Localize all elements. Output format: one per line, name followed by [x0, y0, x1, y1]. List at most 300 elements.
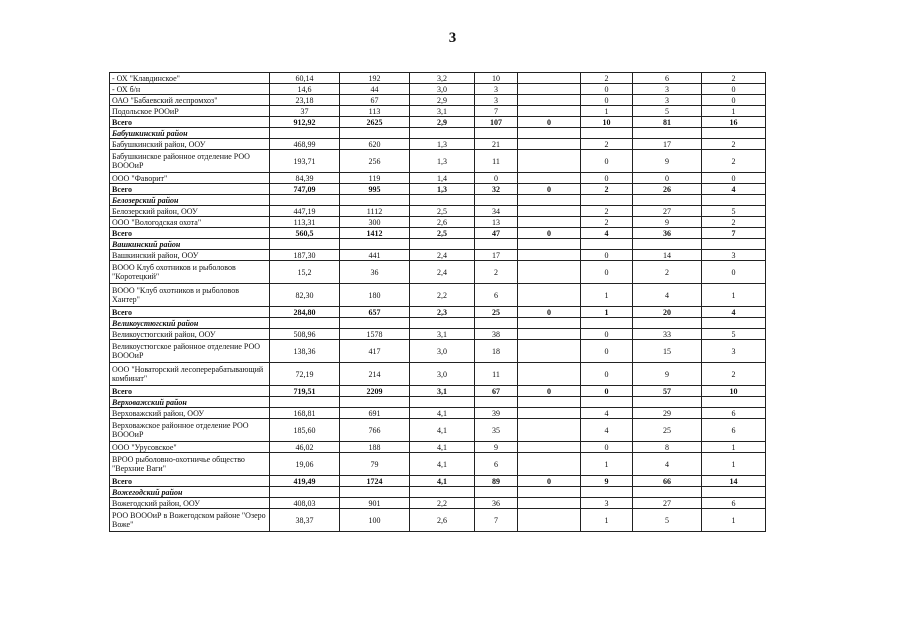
area-name-cell: Бабушкинское районное отделение РОО ВОООиР: [110, 150, 270, 173]
area-name-cell: Бабушкинский район: [110, 128, 270, 139]
col9-value-cell: 0: [702, 84, 766, 95]
col8-value-cell: 81: [633, 117, 702, 128]
quota-value-cell: 67: [475, 386, 518, 397]
col9-value-cell: 6: [702, 419, 766, 442]
quota-value-cell: 7: [475, 509, 518, 532]
total-row: [110, 228, 766, 239]
ratio-value-cell: 2,2: [410, 498, 475, 509]
area-name-cell: Верховажский район, ООУ: [110, 408, 270, 419]
district-header-row: [110, 128, 766, 139]
quota-value-cell: 89: [475, 476, 518, 487]
area-name-cell: - ОХ б/н: [110, 84, 270, 95]
table-row: [110, 442, 766, 453]
area-name-cell: Всего: [110, 117, 270, 128]
ratio-value-cell: 1,3: [410, 139, 475, 150]
extra-value-cell: [518, 509, 581, 532]
extra-value-cell: 0: [518, 386, 581, 397]
col7-value-cell: 2: [581, 73, 633, 84]
col9-value-cell: 2: [702, 73, 766, 84]
col8-value-cell: 9: [633, 363, 702, 386]
col9-value-cell: 14: [702, 476, 766, 487]
col8-value-cell: [633, 397, 702, 408]
count-value-cell: 44: [340, 84, 410, 95]
count-value-cell: 192: [340, 73, 410, 84]
area-name-cell: Вашкинский район, ООУ: [110, 250, 270, 261]
col9-value-cell: 10: [702, 386, 766, 397]
extra-value-cell: [518, 150, 581, 173]
col8-value-cell: 33: [633, 329, 702, 340]
area-name-cell: Всего: [110, 184, 270, 195]
col7-value-cell: 0: [581, 340, 633, 363]
count-value-cell: 188: [340, 442, 410, 453]
col8-value-cell: 27: [633, 206, 702, 217]
area-value-cell: 193,71: [270, 150, 340, 173]
col7-value-cell: [581, 128, 633, 139]
count-value-cell: 1112: [340, 206, 410, 217]
table-row: [110, 498, 766, 509]
area-name-cell: Вожегодский район, ООУ: [110, 498, 270, 509]
table-row: [110, 84, 766, 95]
hunting-statistics-table: [109, 72, 766, 532]
table-row: [110, 139, 766, 150]
ratio-value-cell: 4,1: [410, 476, 475, 487]
col9-value-cell: 2: [702, 150, 766, 173]
area-value-cell: [270, 195, 340, 206]
area-name-cell: ОАО "Бабаевский леспромхоз": [110, 95, 270, 106]
area-value-cell: 447,19: [270, 206, 340, 217]
count-value-cell: [340, 195, 410, 206]
quota-value-cell: 3: [475, 95, 518, 106]
table-row: [110, 453, 766, 476]
quota-value-cell: [475, 318, 518, 329]
col7-value-cell: [581, 397, 633, 408]
col8-value-cell: 3: [633, 95, 702, 106]
area-name-cell: Всего: [110, 228, 270, 239]
area-value-cell: 46,02: [270, 442, 340, 453]
table-row: [110, 206, 766, 217]
area-value-cell: 23,18: [270, 95, 340, 106]
col7-value-cell: [581, 239, 633, 250]
col8-value-cell: [633, 239, 702, 250]
table-row: [110, 509, 766, 532]
extra-value-cell: 0: [518, 228, 581, 239]
col8-value-cell: [633, 128, 702, 139]
extra-value-cell: [518, 217, 581, 228]
ratio-value-cell: 2,6: [410, 217, 475, 228]
quota-value-cell: 21: [475, 139, 518, 150]
col7-value-cell: [581, 318, 633, 329]
count-value-cell: 256: [340, 150, 410, 173]
ratio-value-cell: 4,1: [410, 408, 475, 419]
area-name-cell: Верховажский район: [110, 397, 270, 408]
col9-value-cell: [702, 239, 766, 250]
table-row: [110, 73, 766, 84]
ratio-value-cell: 2,4: [410, 261, 475, 284]
col7-value-cell: 0: [581, 84, 633, 95]
total-row: [110, 117, 766, 128]
ratio-value-cell: 3,1: [410, 106, 475, 117]
quota-value-cell: 11: [475, 150, 518, 173]
col8-value-cell: 4: [633, 453, 702, 476]
quota-value-cell: [475, 239, 518, 250]
count-value-cell: 901: [340, 498, 410, 509]
col7-value-cell: 2: [581, 206, 633, 217]
extra-value-cell: [518, 408, 581, 419]
area-value-cell: 113,31: [270, 217, 340, 228]
area-name-cell: ООО "Вологодская охота": [110, 217, 270, 228]
col9-value-cell: [702, 318, 766, 329]
col7-value-cell: [581, 195, 633, 206]
area-name-cell: Вожегодский район: [110, 487, 270, 498]
area-value-cell: 185,60: [270, 419, 340, 442]
col9-value-cell: 2: [702, 217, 766, 228]
quota-value-cell: [475, 128, 518, 139]
col7-value-cell: 2: [581, 184, 633, 195]
col9-value-cell: 7: [702, 228, 766, 239]
quota-value-cell: [475, 195, 518, 206]
ratio-value-cell: [410, 195, 475, 206]
col7-value-cell: 10: [581, 117, 633, 128]
area-value-cell: 508,96: [270, 329, 340, 340]
extra-value-cell: [518, 250, 581, 261]
extra-value-cell: [518, 442, 581, 453]
col7-value-cell: 0: [581, 95, 633, 106]
area-value-cell: 187,30: [270, 250, 340, 261]
quota-value-cell: 38: [475, 329, 518, 340]
col7-value-cell: 1: [581, 509, 633, 532]
extra-value-cell: [518, 128, 581, 139]
area-name-cell: Всего: [110, 307, 270, 318]
district-header-row: [110, 318, 766, 329]
col9-value-cell: 3: [702, 250, 766, 261]
extra-value-cell: [518, 239, 581, 250]
col8-value-cell: 6: [633, 73, 702, 84]
col8-value-cell: 17: [633, 139, 702, 150]
ratio-value-cell: 4,1: [410, 442, 475, 453]
col8-value-cell: 15: [633, 340, 702, 363]
quota-value-cell: 25: [475, 307, 518, 318]
col8-value-cell: 57: [633, 386, 702, 397]
extra-value-cell: [518, 318, 581, 329]
area-name-cell: ВООО "Клуб охотников и рыболовов Хантер": [110, 284, 270, 307]
extra-value-cell: [518, 95, 581, 106]
ratio-value-cell: 3,0: [410, 340, 475, 363]
extra-value-cell: 0: [518, 184, 581, 195]
quota-value-cell: 17: [475, 250, 518, 261]
count-value-cell: 214: [340, 363, 410, 386]
col7-value-cell: 0: [581, 363, 633, 386]
extra-value-cell: [518, 195, 581, 206]
table-row: [110, 106, 766, 117]
col9-value-cell: 1: [702, 106, 766, 117]
col8-value-cell: [633, 318, 702, 329]
col8-value-cell: 9: [633, 217, 702, 228]
extra-value-cell: [518, 73, 581, 84]
quota-value-cell: 18: [475, 340, 518, 363]
area-name-cell: Белозерский район: [110, 195, 270, 206]
ratio-value-cell: 4,1: [410, 453, 475, 476]
quota-value-cell: 107: [475, 117, 518, 128]
col7-value-cell: 9: [581, 476, 633, 487]
col7-value-cell: 0: [581, 386, 633, 397]
area-value-cell: 14,6: [270, 84, 340, 95]
extra-value-cell: [518, 363, 581, 386]
extra-value-cell: [518, 139, 581, 150]
table-body: [110, 73, 766, 532]
col7-value-cell: 2: [581, 217, 633, 228]
extra-value-cell: [518, 84, 581, 95]
extra-value-cell: [518, 419, 581, 442]
count-value-cell: 441: [340, 250, 410, 261]
ratio-value-cell: 2,3: [410, 307, 475, 318]
col9-value-cell: 1: [702, 453, 766, 476]
area-value-cell: [270, 128, 340, 139]
quota-value-cell: 47: [475, 228, 518, 239]
col9-value-cell: 0: [702, 173, 766, 184]
count-value-cell: [340, 318, 410, 329]
area-name-cell: Великоустюгское районное отделение РОО ВОООиР: [110, 340, 270, 363]
col9-value-cell: [702, 487, 766, 498]
ratio-value-cell: 3,0: [410, 84, 475, 95]
district-header-row: [110, 487, 766, 498]
col8-value-cell: 25: [633, 419, 702, 442]
extra-value-cell: [518, 261, 581, 284]
quota-value-cell: 7: [475, 106, 518, 117]
extra-value-cell: [518, 206, 581, 217]
col7-value-cell: 0: [581, 150, 633, 173]
table-row: [110, 173, 766, 184]
area-value-cell: 912,92: [270, 117, 340, 128]
total-row: [110, 307, 766, 318]
area-name-cell: Великоустюгский район, ООУ: [110, 329, 270, 340]
col9-value-cell: 1: [702, 509, 766, 532]
count-value-cell: 995: [340, 184, 410, 195]
ratio-value-cell: 3,2: [410, 73, 475, 84]
area-value-cell: 72,19: [270, 363, 340, 386]
col8-value-cell: 27: [633, 498, 702, 509]
area-value-cell: [270, 397, 340, 408]
quota-value-cell: 35: [475, 419, 518, 442]
quota-value-cell: 11: [475, 363, 518, 386]
total-row: [110, 184, 766, 195]
count-value-cell: 79: [340, 453, 410, 476]
area-name-cell: РОО ВОООиР в Вожегодском районе "Озеро Воже": [110, 509, 270, 532]
area-value-cell: [270, 487, 340, 498]
ratio-value-cell: 2,2: [410, 284, 475, 307]
area-name-cell: ООО "Фаворит": [110, 173, 270, 184]
area-name-cell: Всего: [110, 386, 270, 397]
col9-value-cell: [702, 128, 766, 139]
count-value-cell: 100: [340, 509, 410, 532]
table-row: [110, 261, 766, 284]
table-row: [110, 95, 766, 106]
area-value-cell: 560,5: [270, 228, 340, 239]
area-name-cell: Белозерский район, ООУ: [110, 206, 270, 217]
count-value-cell: 113: [340, 106, 410, 117]
count-value-cell: 1412: [340, 228, 410, 239]
area-value-cell: 468,99: [270, 139, 340, 150]
quota-value-cell: 36: [475, 498, 518, 509]
area-value-cell: 138,36: [270, 340, 340, 363]
col8-value-cell: 5: [633, 509, 702, 532]
col9-value-cell: 0: [702, 261, 766, 284]
col8-value-cell: [633, 487, 702, 498]
ratio-value-cell: 2,6: [410, 509, 475, 532]
col8-value-cell: 26: [633, 184, 702, 195]
area-name-cell: Вашкинский район: [110, 239, 270, 250]
col8-value-cell: 5: [633, 106, 702, 117]
col7-value-cell: 0: [581, 442, 633, 453]
ratio-value-cell: 1,4: [410, 173, 475, 184]
quota-value-cell: 9: [475, 442, 518, 453]
extra-value-cell: [518, 329, 581, 340]
quota-value-cell: 0: [475, 173, 518, 184]
col7-value-cell: 4: [581, 408, 633, 419]
quota-value-cell: [475, 397, 518, 408]
col9-value-cell: 5: [702, 206, 766, 217]
extra-value-cell: [518, 173, 581, 184]
quota-value-cell: 13: [475, 217, 518, 228]
col8-value-cell: 29: [633, 408, 702, 419]
col8-value-cell: 0: [633, 173, 702, 184]
area-name-cell: - ОХ "Клавдинское": [110, 73, 270, 84]
count-value-cell: 2625: [340, 117, 410, 128]
area-name-cell: ООО "Урусовское": [110, 442, 270, 453]
area-name-cell: ООО "Новаторский лесоперерабатывающий комбинат": [110, 363, 270, 386]
count-value-cell: 2209: [340, 386, 410, 397]
area-name-cell: Всего: [110, 476, 270, 487]
col8-value-cell: [633, 195, 702, 206]
ratio-value-cell: 2,9: [410, 95, 475, 106]
extra-value-cell: 0: [518, 117, 581, 128]
col7-value-cell: 2: [581, 139, 633, 150]
area-name-cell: Великоустюгский район: [110, 318, 270, 329]
table-row: [110, 250, 766, 261]
col8-value-cell: 14: [633, 250, 702, 261]
col7-value-cell: 3: [581, 498, 633, 509]
area-value-cell: 747,09: [270, 184, 340, 195]
col9-value-cell: 16: [702, 117, 766, 128]
page-number: 3: [448, 30, 457, 46]
area-name-cell: ВООО Клуб охотников и рыболовов "Коротецкий": [110, 261, 270, 284]
col7-value-cell: 1: [581, 106, 633, 117]
ratio-value-cell: 1,3: [410, 150, 475, 173]
area-value-cell: [270, 239, 340, 250]
count-value-cell: 766: [340, 419, 410, 442]
col9-value-cell: 3: [702, 340, 766, 363]
quota-value-cell: 32: [475, 184, 518, 195]
table-row: [110, 217, 766, 228]
table-row: [110, 340, 766, 363]
col7-value-cell: 1: [581, 453, 633, 476]
ratio-value-cell: 3,0: [410, 363, 475, 386]
area-name-cell: Подольское РООиР: [110, 106, 270, 117]
area-value-cell: 719,51: [270, 386, 340, 397]
area-value-cell: [270, 318, 340, 329]
area-value-cell: 84,39: [270, 173, 340, 184]
district-header-row: [110, 397, 766, 408]
count-value-cell: [340, 239, 410, 250]
area-value-cell: 168,81: [270, 408, 340, 419]
ratio-value-cell: 2,5: [410, 228, 475, 239]
col7-value-cell: 1: [581, 307, 633, 318]
ratio-value-cell: 4,1: [410, 419, 475, 442]
count-value-cell: 300: [340, 217, 410, 228]
count-value-cell: 1578: [340, 329, 410, 340]
total-row: [110, 386, 766, 397]
col8-value-cell: 9: [633, 150, 702, 173]
col9-value-cell: 1: [702, 284, 766, 307]
quota-value-cell: 34: [475, 206, 518, 217]
district-header-row: [110, 239, 766, 250]
col8-value-cell: 66: [633, 476, 702, 487]
col9-value-cell: 1: [702, 442, 766, 453]
col7-value-cell: [581, 487, 633, 498]
col7-value-cell: 0: [581, 329, 633, 340]
ratio-value-cell: [410, 397, 475, 408]
quota-value-cell: 10: [475, 73, 518, 84]
total-row: [110, 476, 766, 487]
table-row: [110, 419, 766, 442]
count-value-cell: [340, 487, 410, 498]
area-value-cell: 284,80: [270, 307, 340, 318]
col7-value-cell: 1: [581, 284, 633, 307]
extra-value-cell: [518, 487, 581, 498]
count-value-cell: 620: [340, 139, 410, 150]
extra-value-cell: [518, 340, 581, 363]
extra-value-cell: [518, 106, 581, 117]
table-row: [110, 284, 766, 307]
area-value-cell: 60,14: [270, 73, 340, 84]
ratio-value-cell: 3,1: [410, 386, 475, 397]
ratio-value-cell: 1,3: [410, 184, 475, 195]
col7-value-cell: 4: [581, 228, 633, 239]
col8-value-cell: 8: [633, 442, 702, 453]
table-row: [110, 329, 766, 340]
col8-value-cell: 36: [633, 228, 702, 239]
col7-value-cell: 0: [581, 250, 633, 261]
ratio-value-cell: 2,4: [410, 250, 475, 261]
col8-value-cell: 3: [633, 84, 702, 95]
area-value-cell: 82,30: [270, 284, 340, 307]
area-name-cell: Бабушкинский район, ООУ: [110, 139, 270, 150]
count-value-cell: [340, 397, 410, 408]
count-value-cell: 417: [340, 340, 410, 363]
area-value-cell: 38,37: [270, 509, 340, 532]
col9-value-cell: 2: [702, 139, 766, 150]
count-value-cell: 180: [340, 284, 410, 307]
area-name-cell: Верховажское районное отделение РОО ВОООиР: [110, 419, 270, 442]
count-value-cell: 1724: [340, 476, 410, 487]
count-value-cell: 119: [340, 173, 410, 184]
count-value-cell: 657: [340, 307, 410, 318]
col9-value-cell: [702, 195, 766, 206]
table-row: [110, 408, 766, 419]
col7-value-cell: 0: [581, 261, 633, 284]
ratio-value-cell: [410, 487, 475, 498]
col9-value-cell: [702, 397, 766, 408]
ratio-value-cell: [410, 318, 475, 329]
area-value-cell: 408,03: [270, 498, 340, 509]
area-value-cell: 19,06: [270, 453, 340, 476]
extra-value-cell: 0: [518, 307, 581, 318]
ratio-value-cell: 2,9: [410, 117, 475, 128]
col9-value-cell: 4: [702, 184, 766, 195]
col8-value-cell: 4: [633, 284, 702, 307]
quota-value-cell: 2: [475, 261, 518, 284]
extra-value-cell: [518, 453, 581, 476]
col9-value-cell: 6: [702, 408, 766, 419]
